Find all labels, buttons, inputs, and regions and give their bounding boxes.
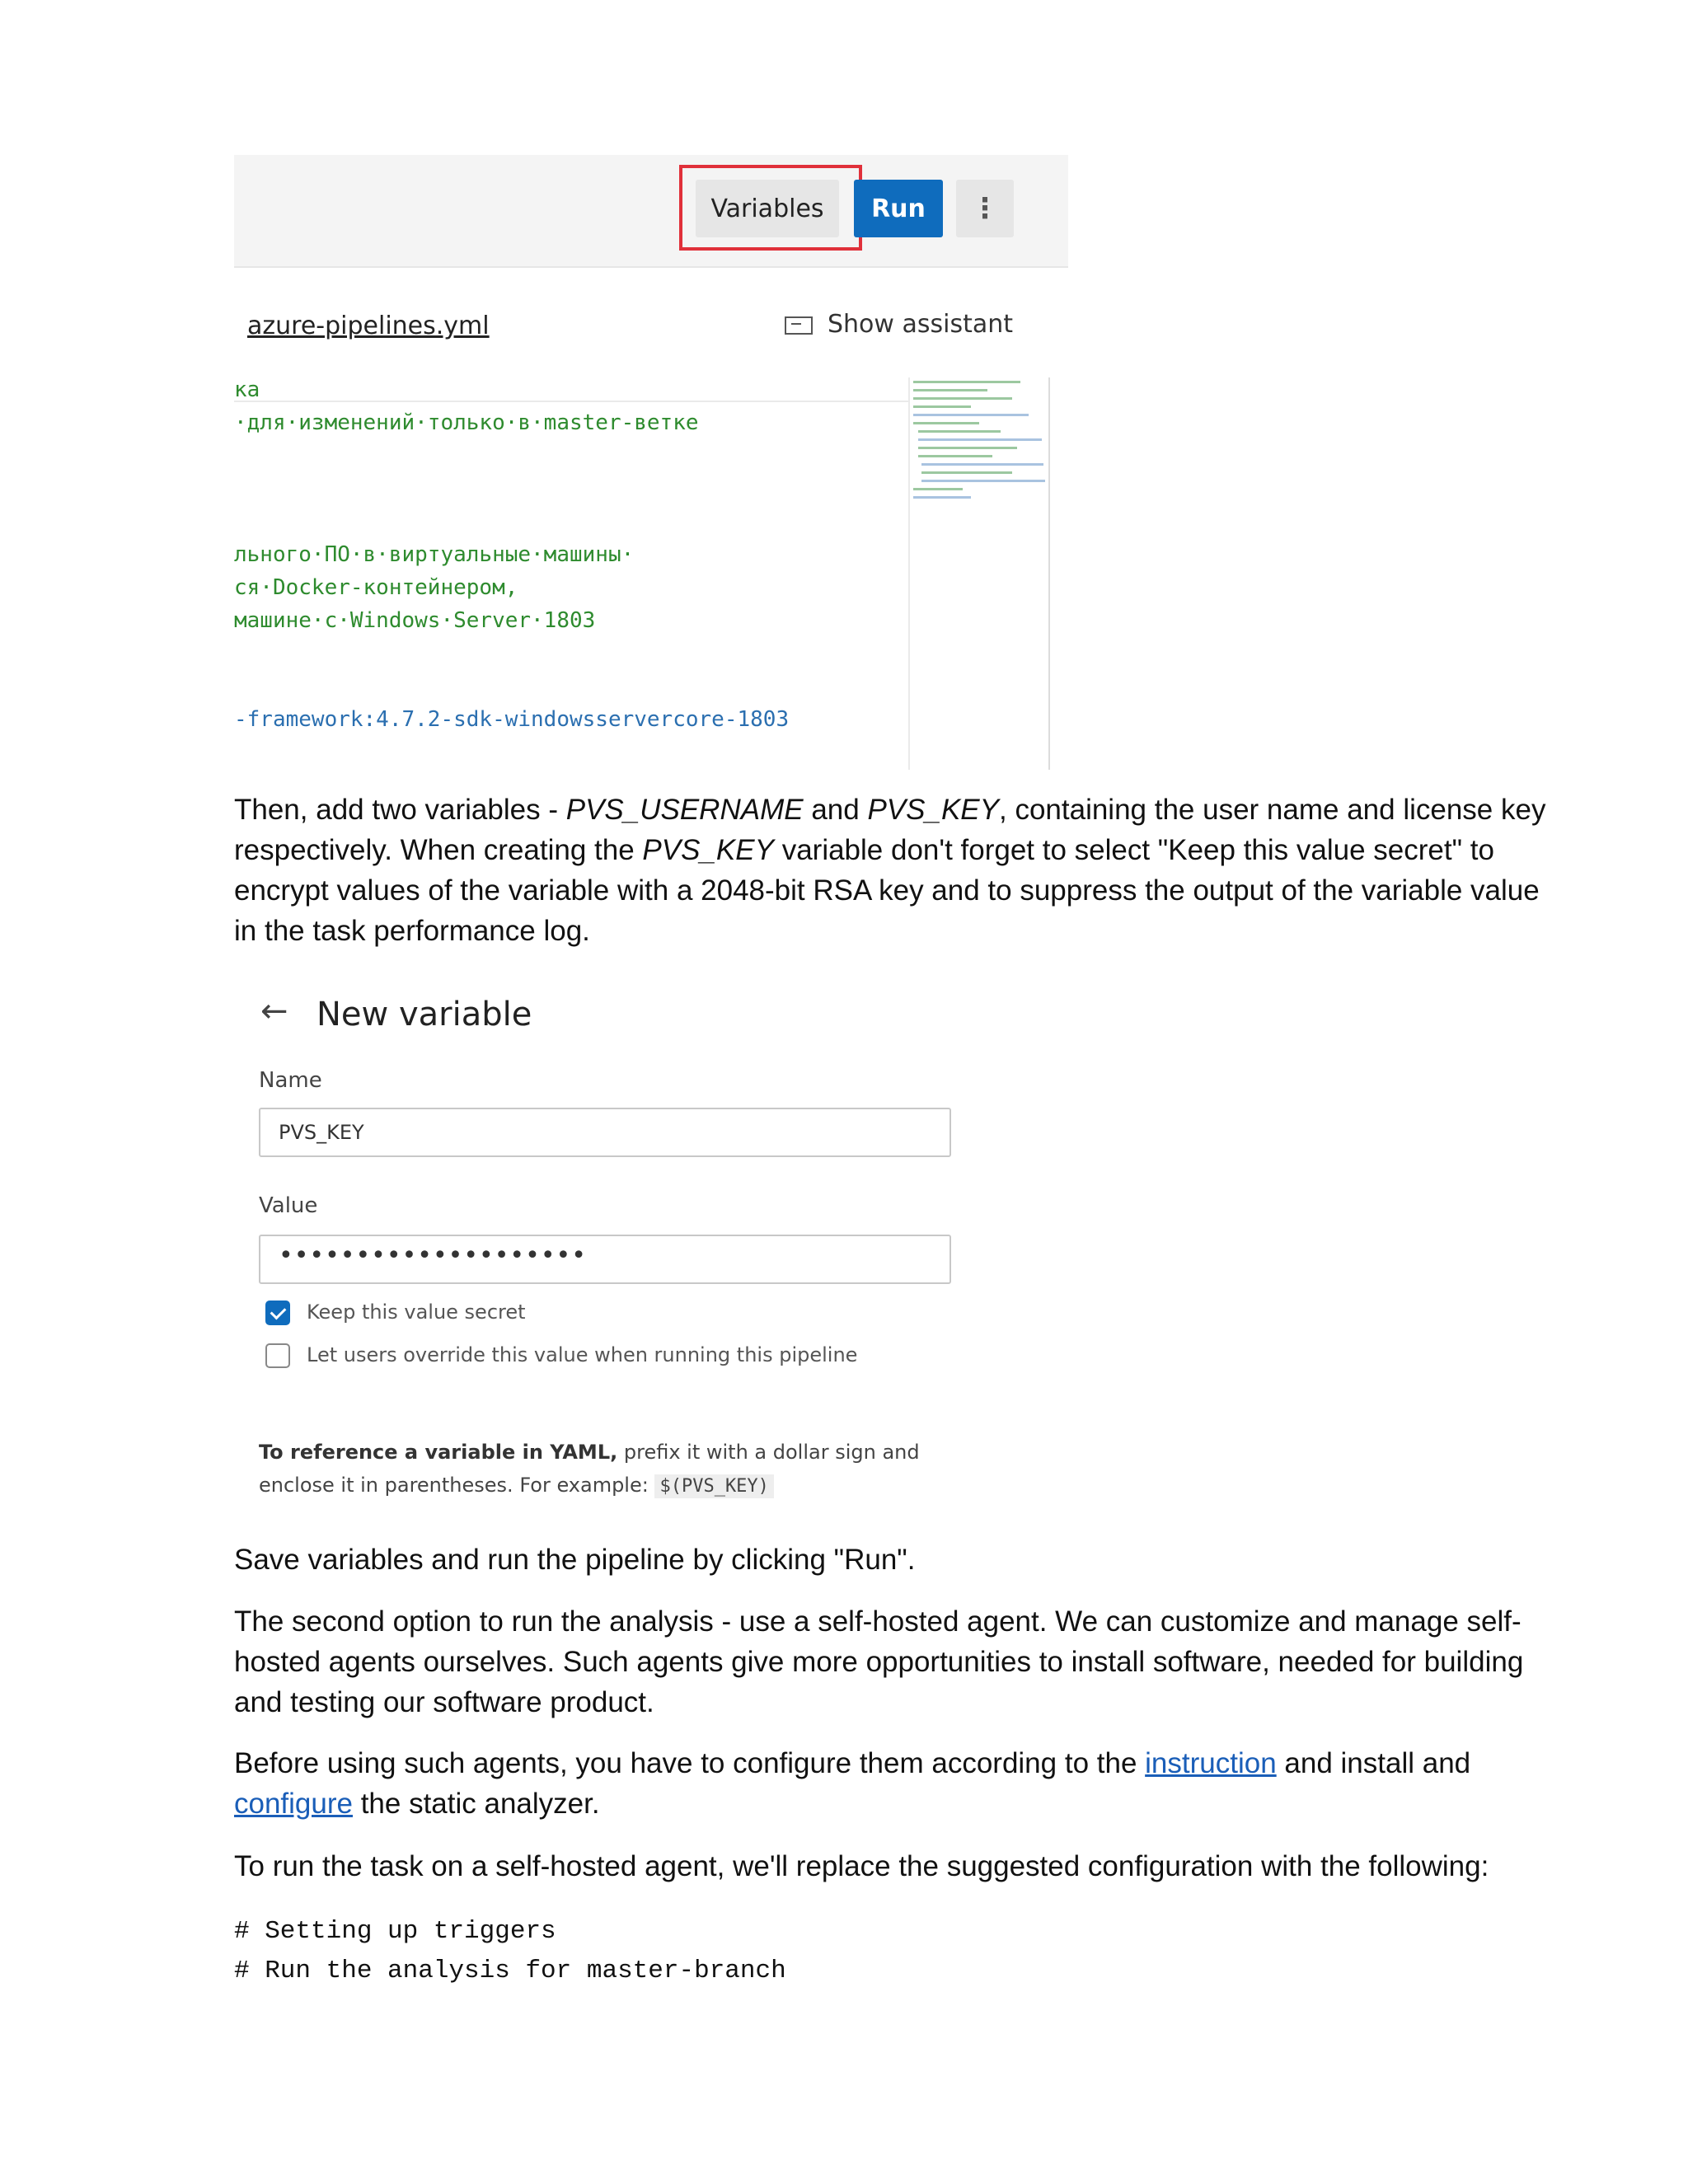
value-field[interactable] <box>259 1235 951 1284</box>
code-line: ка <box>234 377 260 402</box>
show-assistant-button[interactable] <box>785 310 1013 339</box>
new-variable-panel <box>247 981 973 1508</box>
name-field-value: PVS_KEY <box>279 1121 364 1144</box>
name-label: Name <box>259 1068 322 1093</box>
code-comment-line: # Setting up triggers <box>234 1917 556 1946</box>
keep-secret-label: Keep this value secret <box>307 1301 526 1324</box>
yaml-reference-note: To reference a variable in YAML, prefix it with a dollar sign and enclose it in parentheses. For example: $(PVS_KEY) <box>259 1441 920 1497</box>
value-label: Value <box>259 1193 318 1218</box>
code-line: ·для·изменений·только·в·master-ветке <box>234 410 699 435</box>
yaml-code-editor[interactable] <box>234 377 908 770</box>
variables-button[interactable]: Variables <box>696 180 839 237</box>
yaml-filename-link[interactable]: azure-pipelines.yml <box>247 312 490 340</box>
variables-highlight-box <box>679 165 862 251</box>
paragraph-replace-config: To run the task on a self-hosted agent, we'll replace the suggested configuration with the following: <box>234 1850 1489 1882</box>
paragraph-save-run: Save variables and run the pipeline by clicking "Run". <box>234 1544 916 1576</box>
back-arrow-icon[interactable]: ← <box>260 992 288 1030</box>
var-name-pvs-key: PVS_KEY <box>867 794 999 826</box>
pipeline-editor-screenshot <box>234 155 1068 770</box>
instruction-link[interactable]: instruction <box>1145 1747 1277 1779</box>
var-name-pvs-username: PVS_USERNAME <box>565 794 804 826</box>
code-line: -framework:4.7.2-sdk-windowsservercore-1803 <box>234 707 790 732</box>
pipeline-toolbar <box>234 155 1068 268</box>
paragraph-add-variables: Then, add two variables - PVS_USERNAME and PVS_KEY, containing the user name and license key respectively. When creating the PVS_KEY variable don't forget to select "Keep this value secret" to encrypt values of the variable with a 2048-bit RSA key and to suppress the output of the variable value in the task performance log. <box>234 794 1546 947</box>
example-code: $(PVS_KEY) <box>654 1474 773 1498</box>
name-field[interactable] <box>259 1108 951 1157</box>
keep-secret-checkbox[interactable] <box>265 1301 290 1325</box>
code-line: ся·Docker-контейнером, <box>234 575 518 600</box>
code-minimap[interactable] <box>908 377 1050 770</box>
paragraph-configure-agents: Before using such agents, you have to configure them according to the instruction and install and configure the static analyzer. <box>234 1747 1471 1820</box>
code-line: машине·с·Windows·Server·1803 <box>234 608 596 633</box>
code-line: льного·ПО·в·виртуальные·машины· <box>234 542 635 567</box>
value-field-masked: •••••••••••••••••••• <box>279 1241 587 1270</box>
run-button[interactable]: Run <box>854 180 943 237</box>
override-checkbox[interactable] <box>265 1343 290 1368</box>
panel-title: New variable <box>316 996 532 1033</box>
paragraph-self-hosted: The second option to run the analysis - use a self-hosted agent. We can customize and manage self-hosted agents ourselves. Such agents give more opportunities to install software, needed for building and testing our software product. <box>234 1605 1524 1718</box>
keyboard-icon <box>785 316 813 335</box>
show-assistant-label: Show assistant <box>828 310 1014 339</box>
var-name-pvs-key: PVS_KEY <box>642 834 774 866</box>
code-comment-line: # Run the analysis for master-branch <box>234 1957 786 1985</box>
override-label: Let users override this value when running this pipeline <box>307 1343 858 1366</box>
configure-link[interactable]: configure <box>234 1788 353 1820</box>
more-actions-button[interactable]: ⋮ <box>956 180 1014 237</box>
